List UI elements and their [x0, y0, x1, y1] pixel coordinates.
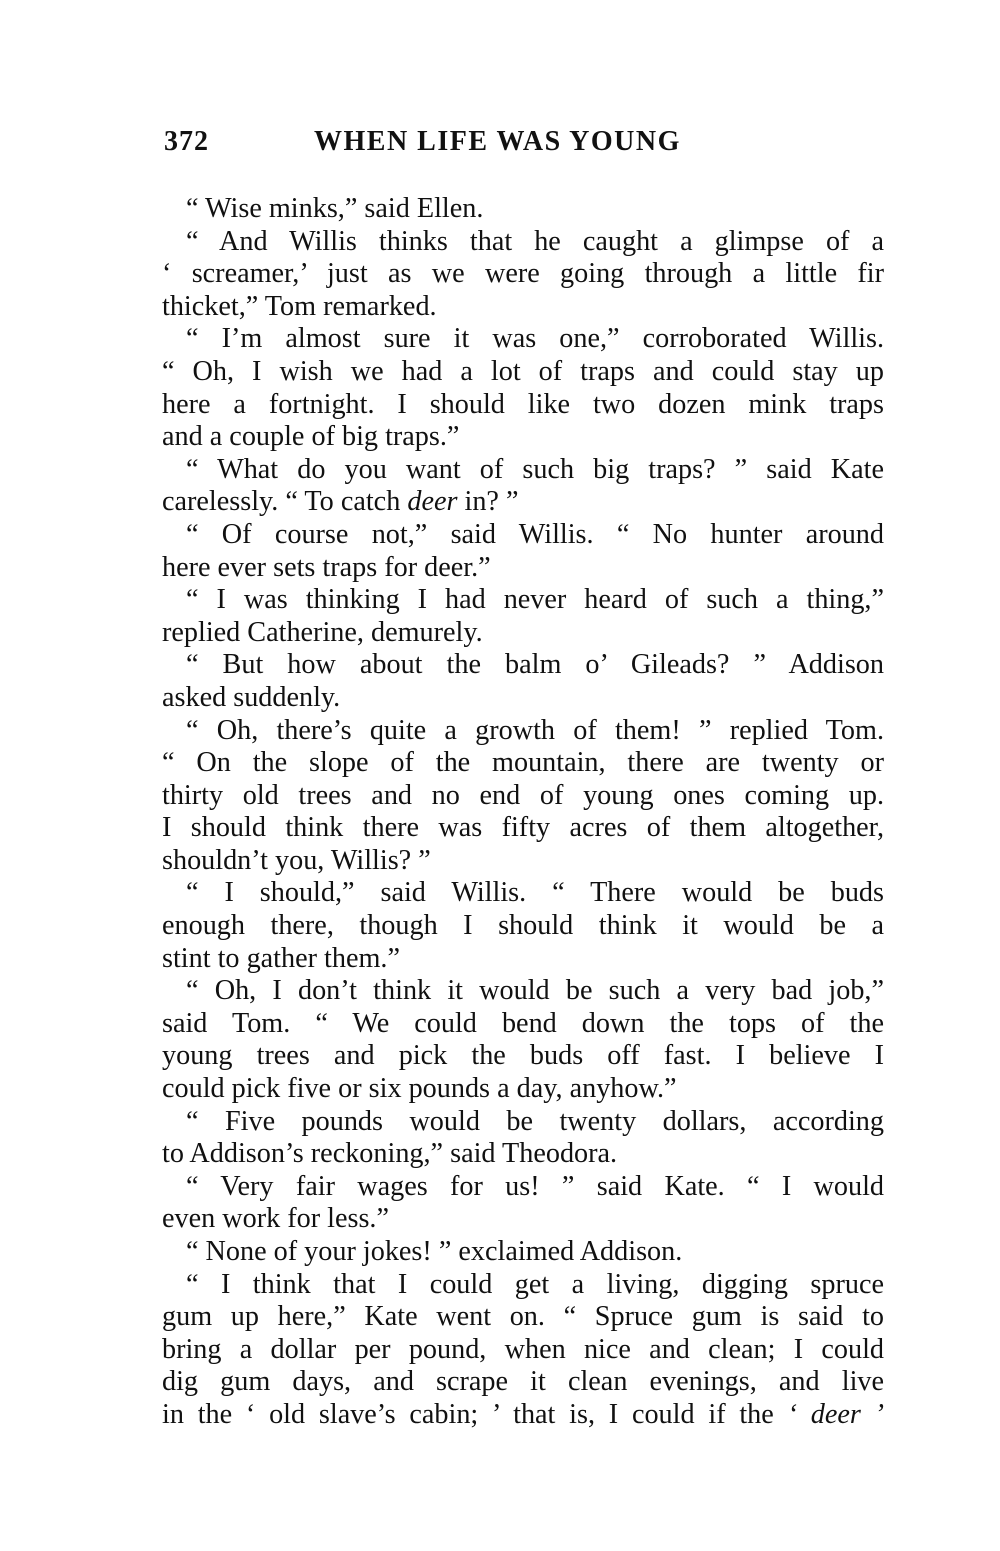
italic-text: ‘ deer ’ — [787, 1398, 884, 1430]
text-line: thirty old trees and no end of young ones coming up. — [162, 779, 884, 811]
text-line: shouldn’t you, Willis? ” — [162, 844, 431, 876]
text-line: “ Oh, I wish we had a lot of traps and could stay up — [162, 355, 884, 387]
text-line — [162, 486, 884, 519]
text-line: here ever sets traps for deer.” — [162, 551, 491, 583]
text-line: asked suddenly. — [162, 681, 341, 713]
text-line: “ I’m almost sure it was one,” corroborated Willis. — [186, 323, 884, 355]
text-line: “ But how about the balm o’ Gileads? ” Addison — [186, 649, 884, 681]
text-line: “ I was thinking I had never heard of such a thing,” — [186, 584, 884, 616]
text-line: I should think there was fifty acres of them altogether, — [162, 812, 884, 844]
text-segment: in the ‘ old slave’s cabin; ’ that is, I could if the — [162, 1398, 788, 1430]
text-line: enough there, though I should think it would be a — [162, 910, 884, 942]
text-line: young trees and pick the buds off fast. I believe I — [162, 1040, 884, 1072]
text-line: “ Wise minks,” said Ellen. — [186, 193, 484, 224]
text-line: “ None of your jokes! ” exclaimed Addison. — [186, 1236, 683, 1267]
text-line: “ I should,” said Willis. “ There would be buds — [186, 877, 884, 909]
text-line — [162, 1399, 884, 1432]
text-line: stint to gather them.” — [162, 942, 400, 974]
text-line: even work for less.” — [162, 1203, 389, 1235]
text-line: “ Oh, I don’t think it would be such a very bad job,” — [186, 975, 884, 1007]
text-line: “ And Willis thinks that he caught a glimpse of a — [186, 225, 884, 257]
page-number: 372 — [164, 126, 209, 157]
text-line: “ Oh, there’s quite a growth of them! ” replied Tom. — [186, 714, 884, 746]
text-line: “ I think that I could get a living, digging spruce — [186, 1268, 884, 1300]
text-line: here a fortnight. I should like two dozen mink traps — [162, 388, 884, 420]
running-title: WHEN LIFE WAS YOUNG — [314, 126, 681, 157]
text-line: to Addison’s reckoning,” said Theodora. — [162, 1138, 618, 1170]
italic-text: deer — [407, 486, 458, 518]
text-line: “ Very fair wages for us! ” said Kate. “ I would — [186, 1170, 884, 1202]
text-line: “ On the slope of the mountain, there are twenty or — [162, 747, 884, 779]
text-line: and a couple of big traps.” — [162, 421, 460, 453]
text-line: dig gum days, and scrape it clean evenings, and live — [162, 1366, 884, 1398]
body-text — [162, 193, 884, 1432]
text-line: replied Catherine, demurely. — [162, 616, 483, 648]
text-line: gum up here,” Kate went on. “ Spruce gum is said to — [162, 1301, 884, 1333]
text-line: “ Of course not,” said Willis. “ No hunter around — [186, 518, 884, 550]
text-line: ‘ screamer,’ just as we were going through a little fir — [162, 258, 884, 290]
text-segment: carelessly. “ To catch — [162, 486, 408, 518]
text-line: thicket,” Tom remarked. — [162, 290, 437, 322]
text-line: “ What do you want of such big traps? ” said Kate — [186, 453, 884, 485]
text-line: said Tom. “ We could bend down the tops of the — [162, 1007, 884, 1039]
text-line: bring a dollar per pound, when nice and clean; I could — [162, 1333, 884, 1365]
text-line: could pick five or six pounds a day, anyhow.” — [162, 1073, 677, 1105]
text-line: “ Five pounds would be twenty dollars, according — [186, 1105, 884, 1137]
text-segment: in? ” — [457, 486, 519, 518]
running-head — [164, 124, 884, 168]
